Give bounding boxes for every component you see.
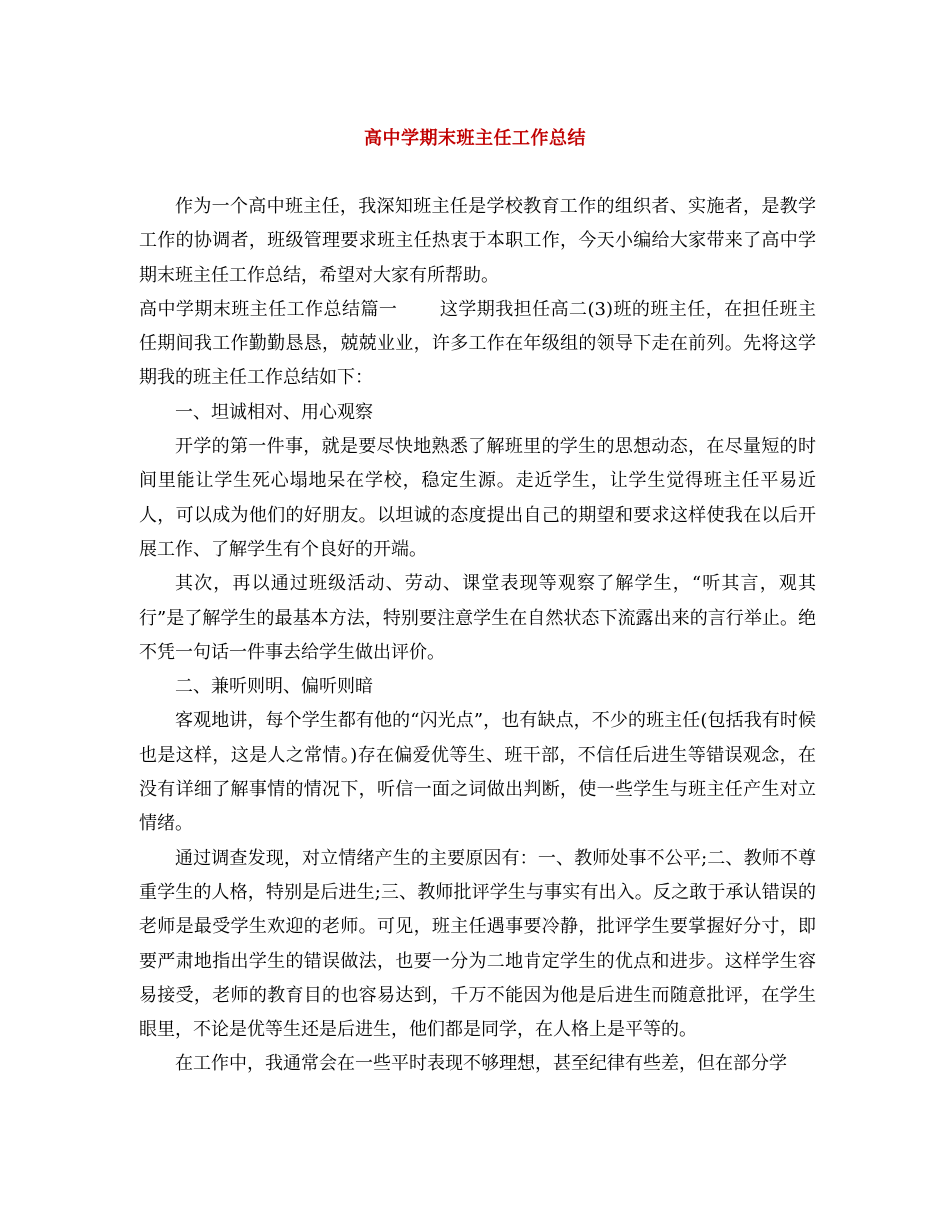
section1-paragraph-2: 其次，再以通过班级活动、劳动、课堂表现等观察了解学生，“听其言，观其行”是了解学生的最基本方法，特别要注意学生在自然状态下流露出来的言行举止。绝不凭一句话一件事去给学生做出评价。	[139, 573, 816, 663]
section1-heading: 一、坦诚相对、用心观察	[175, 401, 373, 423]
part-heading: 高中学期末班主任工作总结篇一	[139, 298, 398, 320]
part-text: 这学期我担任高二(3)班的班主任，在担任班主任期间我工作勤勤恳恳，兢兢业业，许多工作在年级组的领导下走在前列。先将这学期我的班主任工作总结如下：	[139, 298, 817, 389]
section2-paragraph-1: 客观地讲，每个学生都有他的“闪光点”，也有缺点，不少的班主任(包括我有时候也是这样，这是人之常情。)存在偏爱优等生、班干部，不信任后进生等错误观念，在没有详细了解事情的情况下，听信一面之词做出判断，使一些学生与班主任产生对立情绪。	[139, 710, 816, 835]
section2-paragraph-3: 在工作中，我通常会在一些平时表现不够理想，甚至纪律有些差，但在部分学	[175, 1053, 787, 1075]
part-paragraph	[139, 293, 816, 396]
section2-paragraph-2: 通过调查发现，对立情绪产生的主要原因有：一、教师处事不公平;二、教师不尊重学生的人格，特别是后进生;三、教师批评学生与事实有出入。反之敢于承认错误的老师是最受学生欢迎的老师。可见，班主任遇事要冷静，批评学生要掌握好分寸，即要严肃地指出学生的错误做法，也要一分为二地肯定学生的优点和进步。这样学生容易接受，老师的教育目的也容易达到，千万不能因为他是后进生而随意批评，在学生眼里，不论是优等生还是后进生，他们都是同学，在人格上是平等的。	[139, 847, 816, 1041]
intro-paragraph: 作为一个高中班主任，我深知班主任是学校教育工作的组织者、实施者，是教学工作的协调者，班级管理要求班主任热衷于本职工作，今天小编给大家带来了高中学期末班主任工作总结，希望对大家有所帮助。	[139, 196, 816, 286]
section2-heading: 二、兼听则明、偏听则暗	[175, 676, 373, 698]
section1-paragraph-1: 开学的第一件事，就是要尽快地熟悉了解班里的学生的思想动态，在尽量短的时间里能让学生死心塌地呆在学校，稳定生源。走近学生，让学生觉得班主任平易近人，可以成为他们的好朋友。以坦诚的态度提出自己的期望和要求这样使我在以后开展工作、了解学生有个良好的开端。	[139, 436, 816, 560]
document-body	[139, 190, 816, 1082]
document-title: 高中学期末班主任工作总结	[364, 128, 586, 149]
